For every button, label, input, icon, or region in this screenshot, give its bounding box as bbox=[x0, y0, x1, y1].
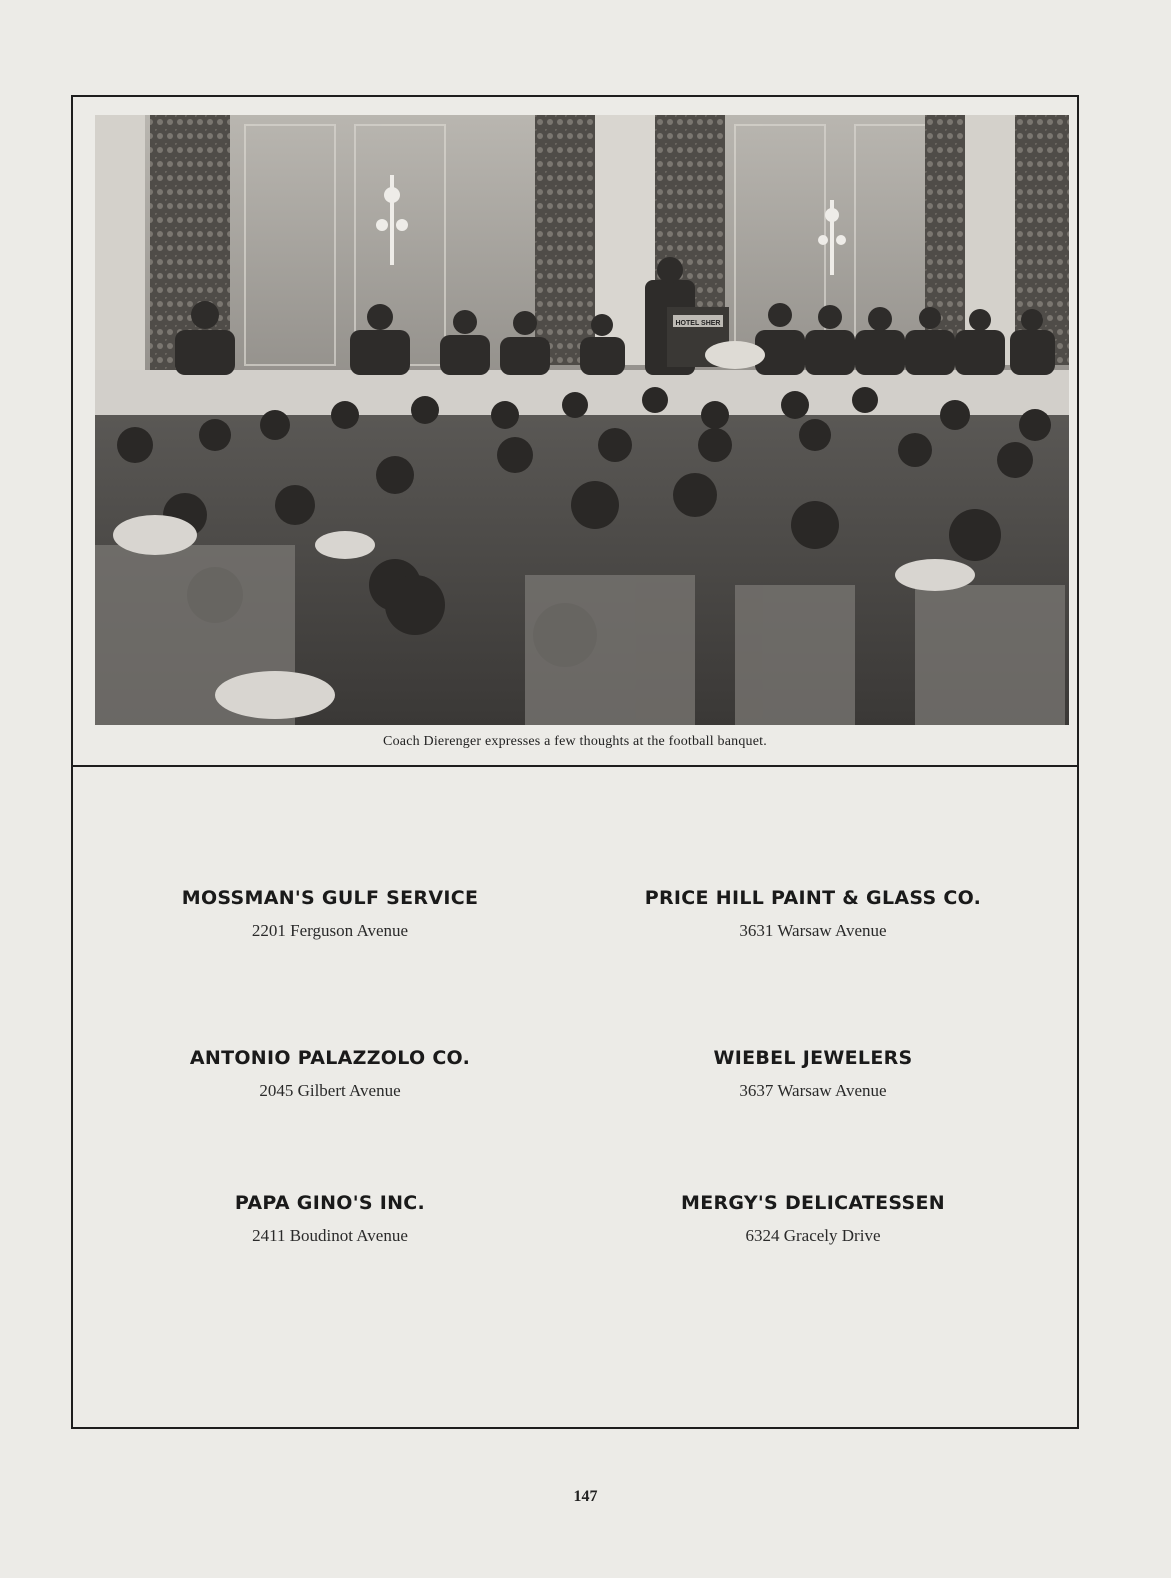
ad-price-hill-paint-glass bbox=[603, 887, 1023, 941]
podium-sign: HOTEL SHER bbox=[675, 320, 721, 327]
ad-name: WIEBEL JEWELERS bbox=[713, 1047, 913, 1069]
ad-mergys-delicatessen bbox=[603, 1192, 1023, 1246]
ad-address: 6324 Gracely Drive bbox=[745, 1226, 881, 1245]
ad-mossmans-gulf-service bbox=[120, 887, 540, 941]
page-number: 147 bbox=[573, 1488, 598, 1505]
ad-wiebel-jewelers bbox=[603, 1047, 1023, 1101]
ad-name: MERGY'S DELICATESSEN bbox=[680, 1192, 945, 1214]
ad-name: ANTONIO PALAZZOLO CO. bbox=[189, 1047, 471, 1069]
ad-antonio-palazzolo bbox=[120, 1047, 540, 1101]
photo-caption: Coach Dierenger expresses a few thoughts at the football banquet. bbox=[383, 734, 767, 749]
photo-section bbox=[73, 97, 1077, 767]
banquet-photo bbox=[95, 115, 1069, 725]
page-frame bbox=[71, 95, 1079, 1429]
ad-name: MOSSMAN'S GULF SERVICE bbox=[181, 887, 479, 909]
ad-name: PAPA GINO'S INC. bbox=[234, 1192, 426, 1214]
ad-address: 2411 Boudinot Avenue bbox=[252, 1226, 408, 1245]
ad-papa-ginos bbox=[120, 1192, 540, 1246]
advertisements bbox=[73, 767, 1077, 1429]
ad-address: 3631 Warsaw Avenue bbox=[739, 921, 887, 940]
ad-address: 2045 Gilbert Avenue bbox=[259, 1081, 401, 1100]
ad-name: PRICE HILL PAINT & GLASS CO. bbox=[644, 887, 982, 909]
ad-address: 3637 Warsaw Avenue bbox=[739, 1081, 887, 1100]
ad-address: 2201 Ferguson Avenue bbox=[251, 921, 409, 940]
